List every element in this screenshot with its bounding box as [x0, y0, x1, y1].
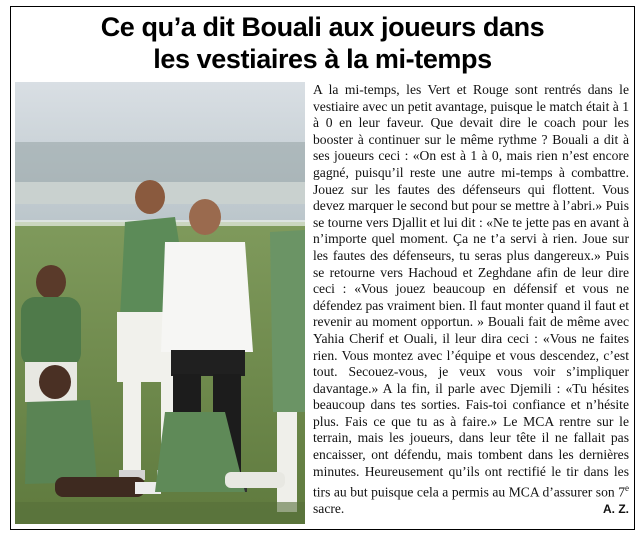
headline-line-1: Ce qu’a dit Bouali aux joueurs dans — [100, 12, 545, 42]
article-text: A la mi-temps, les Vert et Rouge sont rentrés dans le vestiaire avec un petit avantage, puisque le match était à 1 à 0 en leur faveur. Que devait dire le coach pour les booster à continuer sur le même rythme ? Bouali a dit à ses joueurs ceci : «On est à 1 à 0, mais rien n’est encore gagné, puisqu’il reste une autre mi-temps à combattre. Jouez sur les fautes des défenseurs qui flottent. Vous devez marquer le second but pour se mettre à l’abri.» Puis se tourne vers Djallit et lui dit : «Ne te jette pas en avant à n’importe quel moment. Ça ne t’a servi à rien. Joue sur les fautes des défenseurs, tu seras plus dangereux.» Puis se retourne vers Hachoud et Zeghdane afin de leur dire ceci : «Vous jouez beaucoup en défensif et vous ne défendez pas vraiment bien. Il faut monter quand il faut et revenir au moment opportun. » Bouali fait de même avec Yahia Cherif et Ouali, il leur dira ceci : «Vous ne faites rien. Vous montez avec l’équipe et vous descendez, c’est tout. Secouez-vous, je veux vous voir s’impliquer davantage.» A la fin, il parle avec Djemili : «Tu hésites beaucoup dans tes sorties. Fais-toi confiance et n’hésite plus. Fais ce que tu as à faire.» Le MCA rentre sur le terrain, mais les joueurs, dans leur tête il ne fallait pas encaisser, ont défendu, mais tombent dans les dernières minutes. Heureusement qu’ils ont rectifié le tir dans les tirs au but puisque cela a permis au MCA d’assurer son — [313, 82, 629, 500]
article-paragraph — [313, 82, 629, 518]
article-body — [313, 82, 629, 518]
article-frame — [10, 6, 635, 530]
headline-line-2: les vestiaires à la mi-temps — [153, 44, 492, 74]
author-signature: A. Z. — [603, 502, 629, 517]
photo-illustration — [15, 82, 305, 524]
news-photo — [15, 82, 305, 524]
article-ending: sacre. — [313, 501, 345, 517]
ordinal-number: 7 — [618, 484, 625, 500]
ordinal-suffix: e — [625, 483, 629, 494]
headline — [11, 11, 634, 75]
